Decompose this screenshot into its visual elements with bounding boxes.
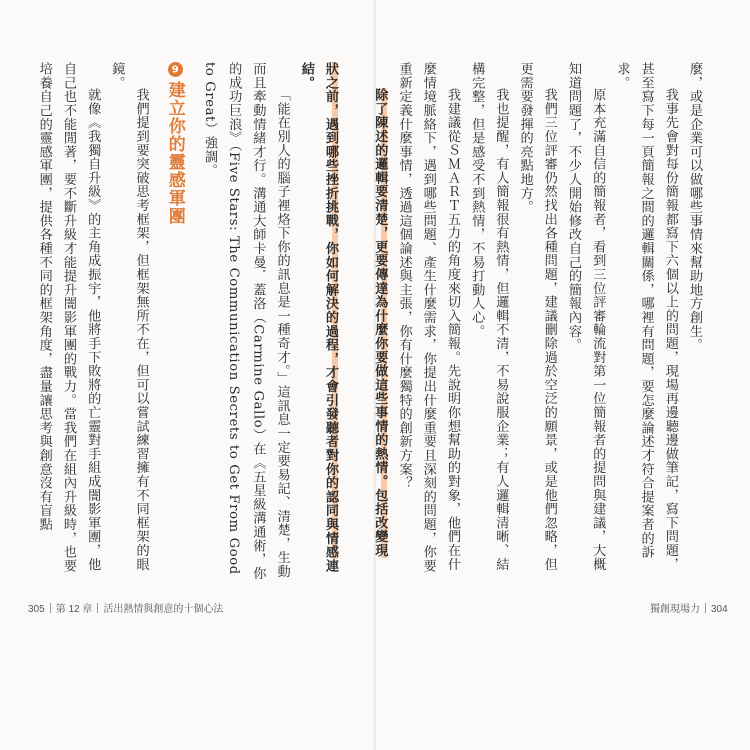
highlighted-text-end: 連結。	[298, 62, 338, 573]
right-page-footer	[650, 600, 728, 615]
paragraph: 我也提醒，有人簡報很有熱情，但邏輯不清，不易說服企業；有人邏輯清晰、結構完整，但是感受不到熱情，不易打動人心。	[469, 62, 509, 572]
paragraph: 就像《我獨自升級》的主角成振宇，他將手下敗將的亡靈對手組成闇影軍團，他自己也不能閒著，要不斷升級才能提升闇影軍團的戰力。當我們在組內升級時，也要培養自己的靈感軍團，提供各種不同的框架角度，盡量讓思考與創意沒有盲點	[36, 62, 101, 573]
left-page-body	[36, 62, 342, 582]
footer-divider	[50, 603, 51, 613]
paragraph: 原本充滿自信的簡報者，看到三位評審輪流對第一位簡報者的提問與建議，大概知道問題了，不少人開始修改自己的簡報內容。	[565, 62, 606, 572]
paragraph: 我事先會對每份簡報都寫下六個以上的問題，現場再邊聽邊做筆記，寫下問題，甚至寫下每一頁簡報之間的邏輯關係，哪裡有問題，要怎麼論述才符合提案者的訴求。	[614, 62, 678, 572]
chapter-label: 第 12 章	[55, 604, 93, 615]
highlighted-text: 狀之前，遇到哪些挫折挑戰，你如何解決的過程，才會引發聽者對你的認同與情感	[323, 62, 338, 559]
paragraph: 我建議從ＳＭＡＲＴ五力的角度來切入簡報。先說明你想幫助的對象，他們在什麼情境脈絡下，遇到哪些問題、產生什麼需求，你提出什麼重要且深刻的問題，你要重新定義什麼事情，透過這個論述與主張，你有什麼獨特的創新方案？	[396, 62, 460, 573]
page-number: 305	[28, 604, 45, 615]
section-number-badge: 9	[168, 62, 183, 77]
paragraph: 麼，或是企業可以做哪些事情來幫助地方創生。	[687, 62, 702, 352]
right-page-body	[372, 62, 706, 582]
left-page-footer	[28, 600, 223, 615]
chapter-title: 活出熱情與創意的十個心法	[103, 604, 224, 615]
paragraph	[367, 62, 391, 582]
section-heading	[163, 62, 187, 582]
footer-divider	[97, 603, 98, 613]
paragraph	[294, 62, 342, 582]
paragraph: 我們三位評審仍然找出各種問題，建議刪除過於空泛的願景，或是他們忽略，但更需要發揮的亮點地方。	[517, 62, 557, 572]
highlighted-text: 除了陳述的邏輯要清楚，更要傳達為什麼你要做這些事情的熱情。包括改變現	[372, 88, 388, 558]
footer-divider	[705, 603, 706, 613]
left-page	[0, 0, 374, 750]
page-number: 304	[711, 604, 728, 615]
paragraph: 「能在別人的腦子裡烙下你的訊息是一種奇才。」這訊息一定要易記、清楚，生動而且牽動情緒才行。溝通大師卡曼．蓋洛（Carmine Gallo）在《五星級溝通術，你的成功巨浪》（Five Stars: The Communication Secrets to Get From Good to Great）強調。	[201, 62, 290, 581]
section-heading-text: 建立你的靈感軍團	[164, 81, 185, 225]
running-title: 獨創現場力	[650, 604, 700, 615]
paragraph: 我們提到要突破思考框架，但框架無所不在，但可以嘗試練習擁有不同框架的眼鏡。	[109, 62, 149, 572]
